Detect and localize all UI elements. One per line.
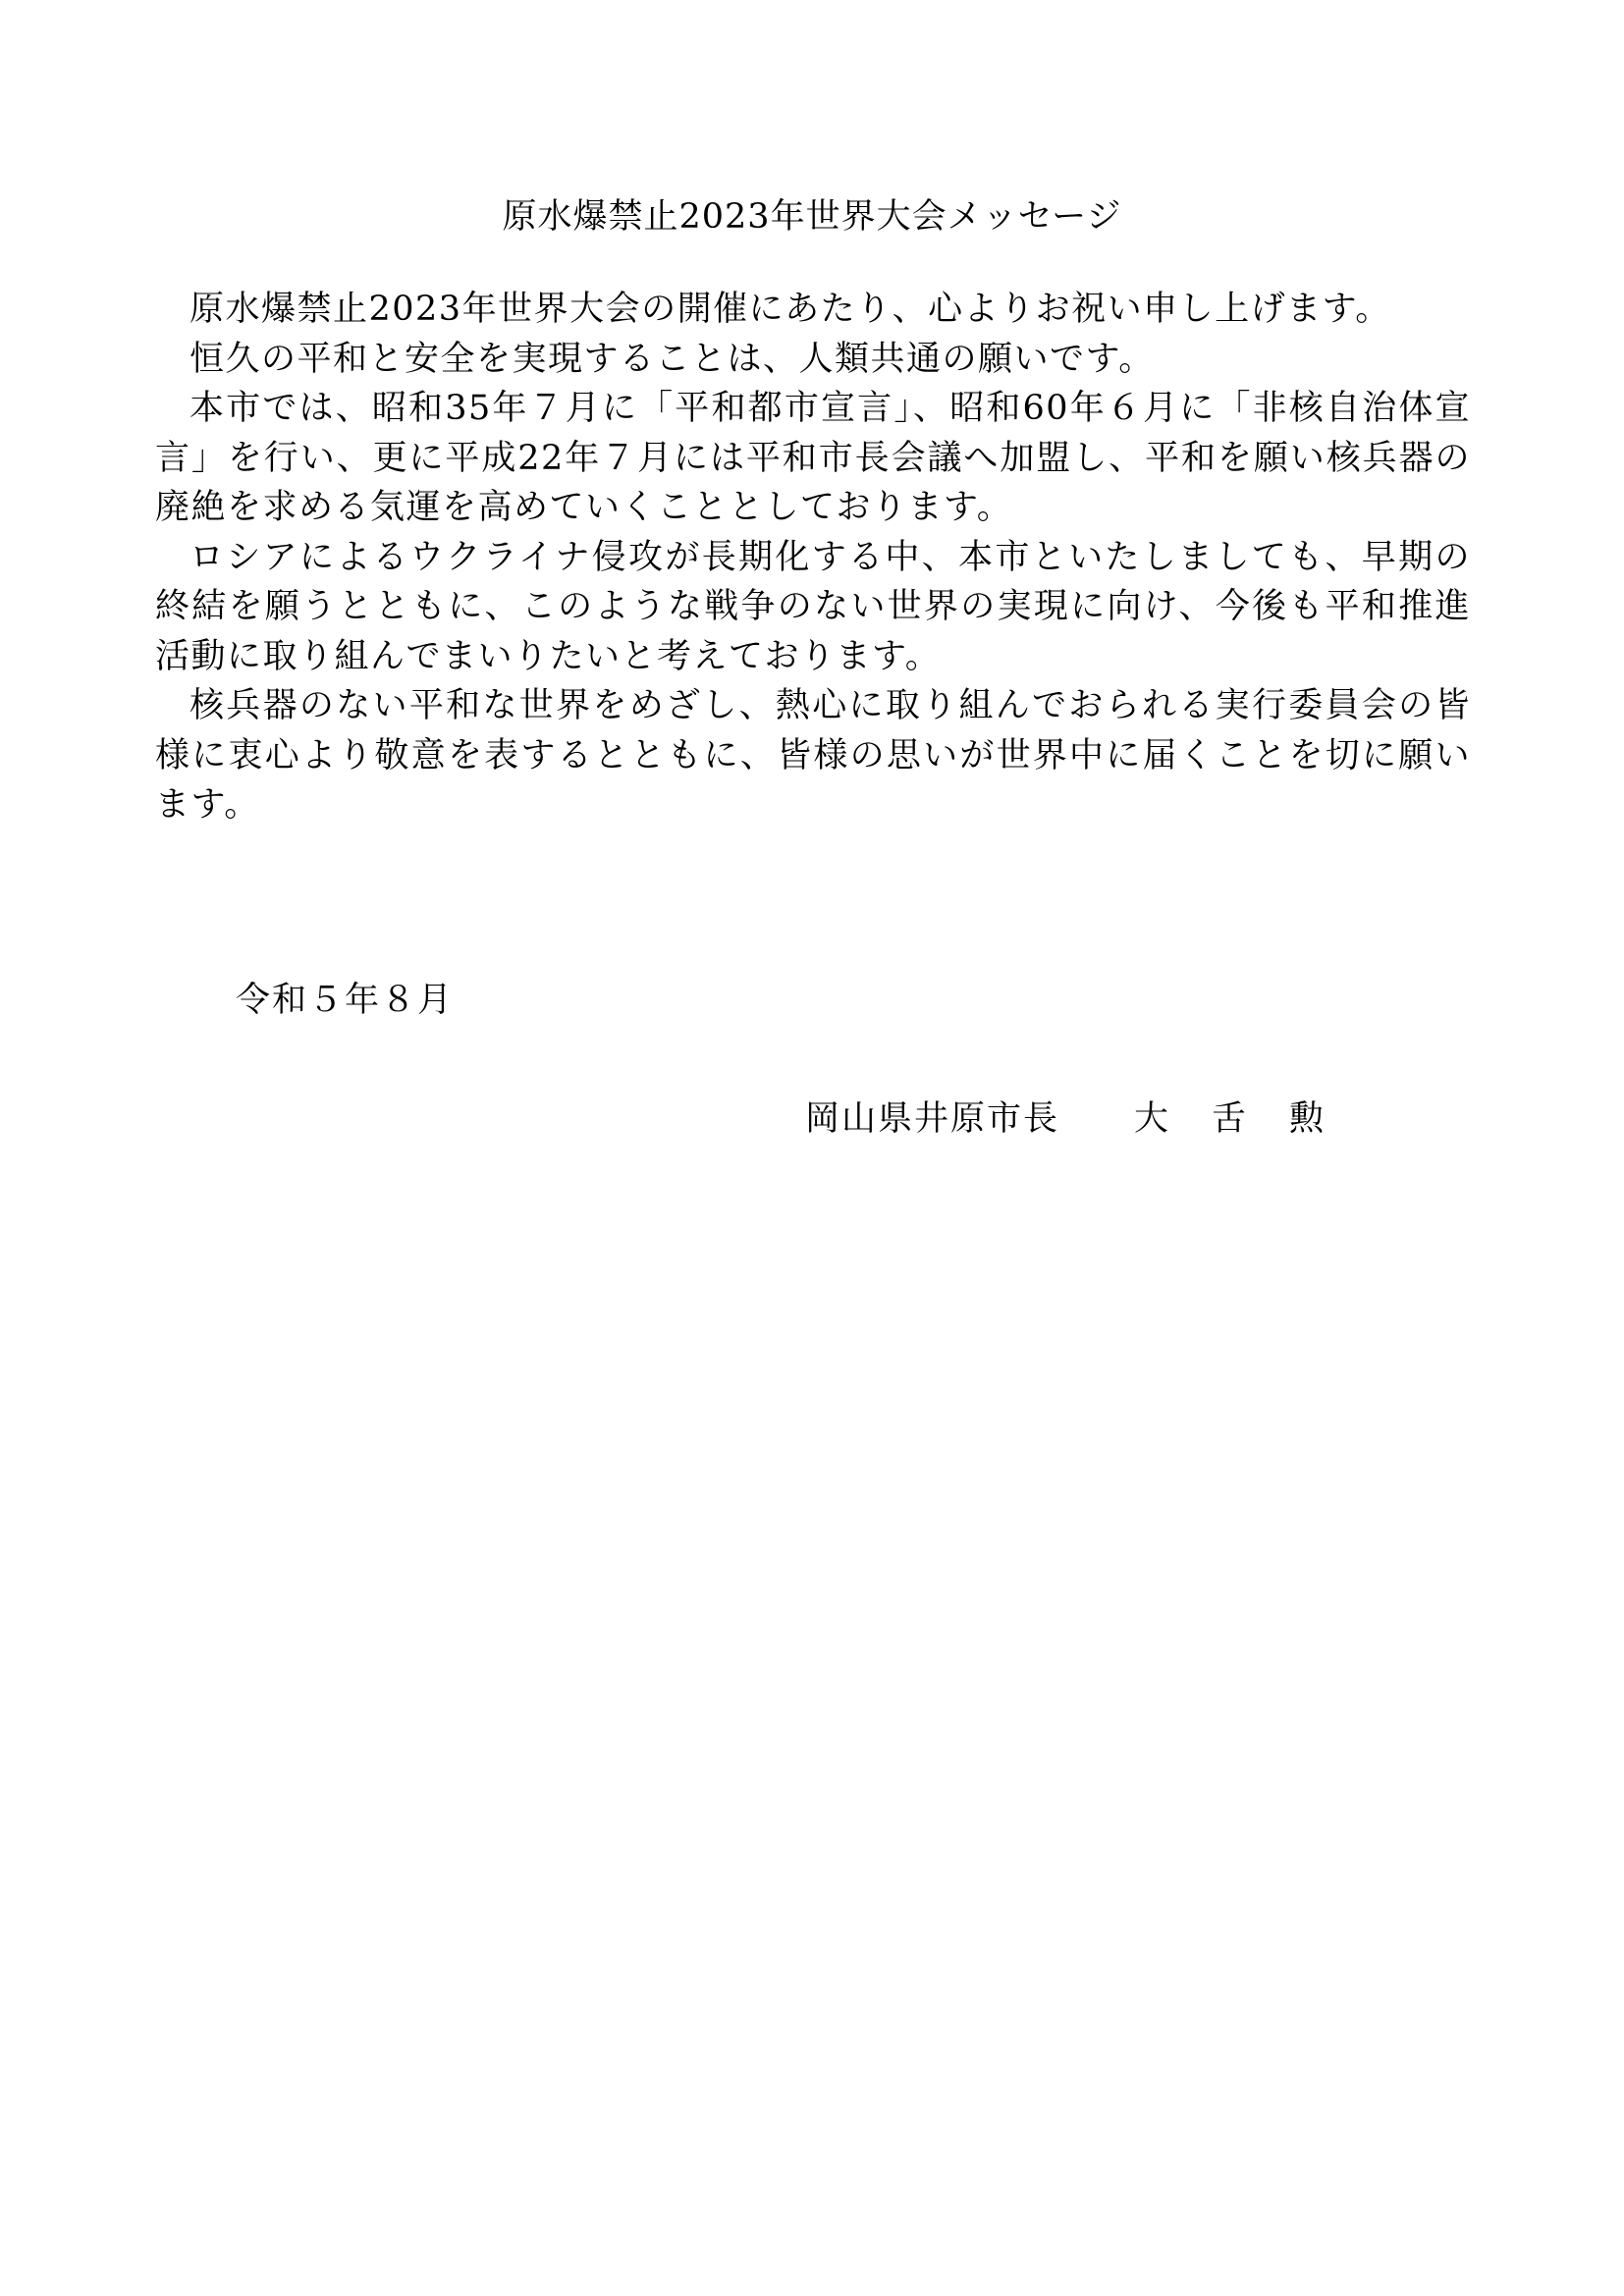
message-body xyxy=(155,285,1471,830)
paragraph-opening: 原水爆禁止2023年世界大会の開催にあたり、心よりお祝い申し上げます。 xyxy=(189,290,1391,329)
signature-title: 岡山県井原市長 xyxy=(805,1099,1060,1139)
paragraph-peace-wish: 恒久の平和と安全を実現することは、人類共通の願いです。 xyxy=(189,339,1155,379)
signature-block xyxy=(805,1095,1367,1144)
signature-name: 大舌勲 xyxy=(1134,1099,1368,1139)
paragraph-closing: 核兵器のない平和な世界をめざし、熱心に取り組んでおられる実行委員会の皆様に衷心より敬意を表するとともに、皆様の思いが世界中に届くことを切に願います。 xyxy=(155,686,1471,825)
document-title: 原水爆禁止2023年世界大会メッセージ xyxy=(502,197,1122,237)
paragraph-ukraine: ロシアによるウクライナ侵攻が長期化する中、本市といたしましても、早期の終結を願うとともに、このような戦争のない世界の実現に向け、今後も平和推進活動に取り組んでまいりたいと考えております。 xyxy=(155,537,1471,676)
paragraph-city-declarations: 本市では、昭和35年７月に「平和都市宣言」、昭和60年６月に「非核自治体宣言」を行い、更に平成22年７月には平和市長会議へ加盟し、平和を願い核兵器の廃絶を求める気運を高めていくこととしております。 xyxy=(155,389,1471,527)
document-date: 令和５年８月 xyxy=(236,981,455,1020)
